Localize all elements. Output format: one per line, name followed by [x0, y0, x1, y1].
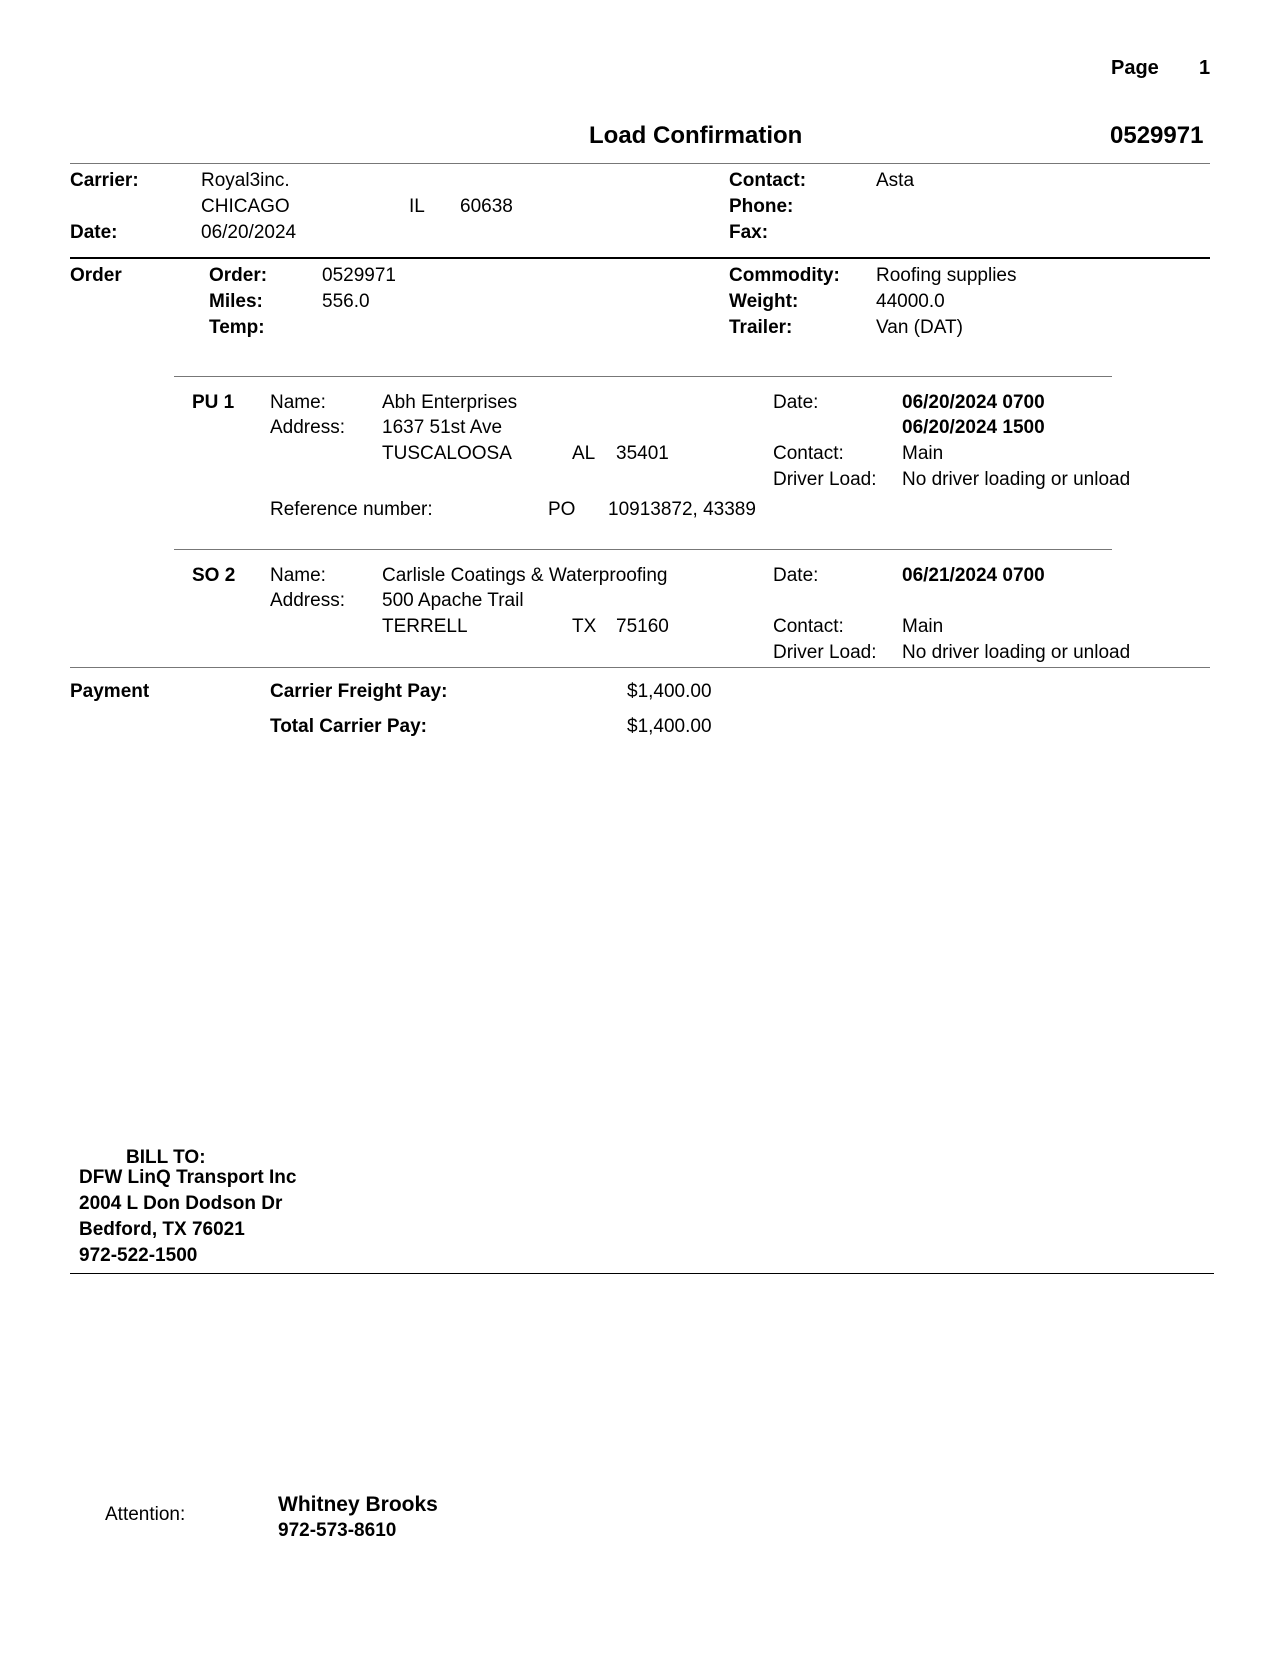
attention-label: Attention: — [105, 1504, 186, 1525]
payment-section-label: Payment — [70, 681, 150, 702]
stop-name: Carlisle Coatings & Waterproofing — [382, 565, 668, 586]
stop-city: TUSCALOOSA — [382, 443, 512, 464]
stop-driver-load-label: Driver Load: — [773, 642, 877, 663]
stop-city: TERRELL — [382, 616, 468, 637]
stop-contact: Main — [902, 443, 944, 464]
order-number: 0529971 — [322, 265, 396, 286]
weight-label: Weight: — [729, 291, 799, 312]
freight-pay-label: Carrier Freight Pay: — [270, 681, 448, 702]
stop-name: Abh Enterprises — [382, 392, 518, 413]
miles-label: Miles: — [209, 291, 263, 312]
stop-driver-load-label: Driver Load: — [773, 469, 877, 490]
carrier-state: IL — [409, 196, 425, 217]
page-label: Page — [1111, 57, 1159, 79]
trailer-value: Van (DAT) — [876, 317, 963, 338]
order-section-label: Order — [70, 265, 122, 286]
stop-address-label: Address: — [270, 590, 345, 611]
stop-divider — [174, 549, 1112, 550]
bill-to-divider — [70, 1273, 1214, 1274]
carrier-zip: 60638 — [460, 196, 513, 217]
attention-name: Whitney Brooks — [278, 1493, 438, 1516]
carrier-name: Royal3inc. — [201, 170, 290, 191]
stop-date-label: Date: — [773, 392, 819, 413]
bill-to-city-state-zip: Bedford, TX 76021 — [79, 1219, 245, 1240]
stop-date-to: 06/20/2024 1500 — [902, 417, 1045, 438]
stop-zip: 35401 — [616, 443, 669, 464]
carrier-date-label: Date: — [70, 222, 118, 243]
stop-date-label: Date: — [773, 565, 819, 586]
bill-to-company: DFW LinQ Transport Inc — [79, 1167, 297, 1188]
document-title: Load Confirmation — [589, 122, 803, 149]
stop-contact: Main — [902, 616, 944, 637]
commodity-label: Commodity: — [729, 265, 840, 286]
stop-name-label: Name: — [270, 392, 326, 413]
freight-pay-amount: $1,400.00 — [627, 681, 712, 702]
confirmation-number: 0529971 — [1110, 122, 1204, 149]
attention-phone: 972-573-8610 — [278, 1520, 397, 1541]
trailer-label: Trailer: — [729, 317, 793, 338]
total-pay-label: Total Carrier Pay: — [270, 716, 427, 737]
carrier-contact: Asta — [876, 170, 915, 191]
stop-divider — [174, 376, 1112, 377]
commodity-value: Roofing supplies — [876, 265, 1017, 286]
reference-type: PO — [548, 499, 576, 520]
total-pay-amount: $1,400.00 — [627, 716, 712, 737]
stop-zip: 75160 — [616, 616, 669, 637]
stop-date-from: 06/20/2024 0700 — [902, 392, 1045, 413]
fax-label: Fax: — [729, 222, 769, 243]
bill-to-label: BILL TO: — [126, 1147, 206, 1168]
stop-driver-load: No driver loading or unload — [902, 469, 1131, 490]
stop-state: TX — [572, 616, 597, 637]
carrier-divider — [70, 257, 1210, 259]
phone-label: Phone: — [729, 196, 794, 217]
weight-value: 44000.0 — [876, 291, 945, 312]
carrier-city: CHICAGO — [201, 196, 290, 217]
reference-label: Reference number: — [270, 499, 433, 520]
stop-contact-label: Contact: — [773, 443, 844, 464]
stop-code: SO 2 — [192, 565, 236, 586]
carrier-label: Carrier: — [70, 170, 139, 191]
temp-label: Temp: — [209, 317, 265, 338]
miles-value: 556.0 — [322, 291, 370, 312]
bill-to-phone: 972-522-1500 — [79, 1245, 198, 1266]
stop-driver-load: No driver loading or unload — [902, 642, 1131, 663]
stop-address-label: Address: — [270, 417, 345, 438]
stop-date-from: 06/21/2024 0700 — [902, 565, 1045, 586]
payment-divider — [70, 667, 1210, 668]
stop-address: 500 Apache Trail — [382, 590, 524, 611]
header-divider — [70, 163, 1210, 164]
page-number: 1 — [1199, 57, 1211, 79]
stop-state: AL — [572, 443, 596, 464]
stop-contact-label: Contact: — [773, 616, 844, 637]
stop-address: 1637 51st Ave — [382, 417, 503, 438]
reference-value: 10913872, 43389 — [608, 499, 756, 520]
carrier-date: 06/20/2024 — [201, 222, 297, 243]
order-label: Order: — [209, 265, 268, 286]
contact-label: Contact: — [729, 170, 807, 191]
stop-code: PU 1 — [192, 392, 235, 413]
stop-name-label: Name: — [270, 565, 326, 586]
bill-to-street: 2004 L Don Dodson Dr — [79, 1193, 283, 1214]
